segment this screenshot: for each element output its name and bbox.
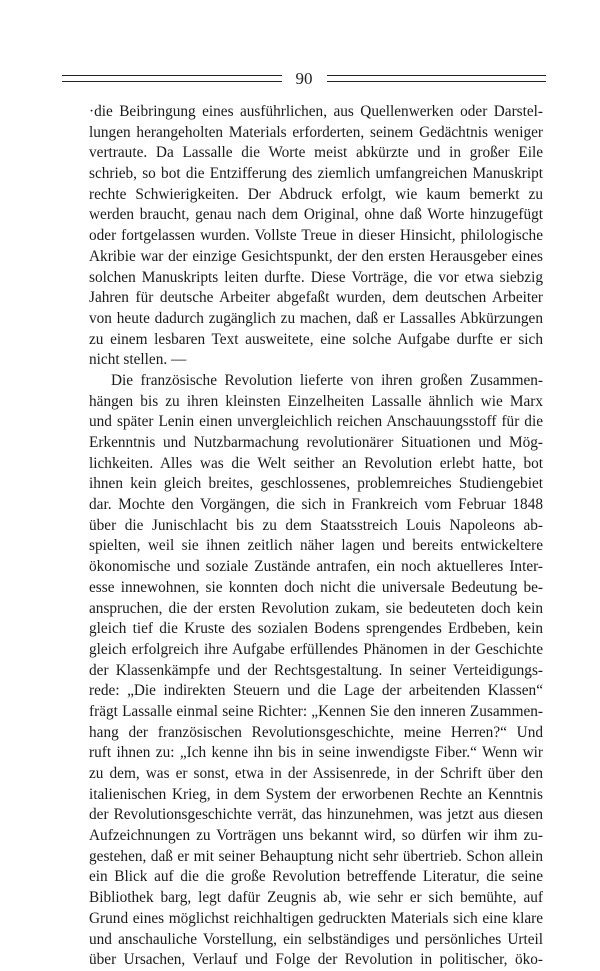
text-line: anspruchen, die der ersten Revolution zukam, sie bedeuteten doch kein <box>89 599 543 617</box>
text-line: zu dem, was er sonst, etwa in der Assisenrede, in der Schrift über den <box>89 765 543 782</box>
text-line: gleich erfolgreich ihre Aufgabe erfüllendes Phänomen in der Geschichte <box>89 640 543 658</box>
text-line: italienischen Krieg, in dem System der erworbenen Rechte an Kenntnis <box>89 785 543 803</box>
text-line: frägt Lassalle einmal seine Richter: „Kennen Sie den inneren Zusammen- <box>89 702 543 720</box>
header-rule-left <box>62 75 282 82</box>
text-line: zu einem lesbaren Text ausweitete, eine solche Aufgabe durfte er sich <box>89 330 543 348</box>
text-line: ein Blick auf die die große Revolution betreffende Literatur, die seine <box>89 868 543 886</box>
text-line: über Ursachen, Verlauf und Folge der Revolution in politischer, öko- <box>89 951 543 969</box>
text-line: gleich tief die Kruste des sozialen Bodens sprengendes Erdbeben, kein <box>89 620 543 638</box>
text-line: der Klassenkämpfe und der Rechtsgestaltung. In seiner Verteidigungs- <box>89 661 543 679</box>
text-line: lungen herangeholten Materials erforderten, seinem Gedächtnis weniger <box>89 123 543 141</box>
text-line: lichkeiten. Alles was die Welt seither an Revolution erlebt hatte, bot <box>89 454 543 472</box>
text-line: von heute dadurch zugänglich zu machen, daß er Lassalles Abkürzungen <box>89 309 543 327</box>
header-rule-right <box>327 75 547 82</box>
text-line: ruft ihnen zu: „Ich kenne ihn bis in seine inwendigste Fiber.“ Wenn wir <box>89 744 543 762</box>
text-line: ·die Beibringung eines ausführlichen, aus Quellenwerken oder Darstel- <box>89 103 543 120</box>
text-line: rechte Schwierigkeiten. Der Abdruck erfolgt, wie kaum bemerkt zu <box>89 185 543 203</box>
paragraph <box>89 102 543 371</box>
text-line: esse innewohnen, sie konnten doch nicht die universale Bedeutung be- <box>89 578 543 596</box>
text-line: oder fortgelassen wurden. Vollste Treue in dieser Hinsicht, philologische <box>89 227 543 245</box>
text-line: Jahren für deutsche Arbeiter abgefaßt wurden, dem deutschen Arbeiter <box>89 289 543 307</box>
text-line: schrieb, so bot die Entzifferung des ziemlich umfangreichen Manuskript <box>89 165 543 183</box>
body-text <box>89 102 543 971</box>
text-line: über die Junischlacht bis zu dem Staatsstreich Louis Napoleons ab- <box>89 516 543 534</box>
text-line: hang der französischen Revolutionsgeschichte, meine Herren?“ Und <box>89 723 543 741</box>
text-line: ökonomische und soziale Zustände antrafen, ein noch aktuelleres Inter- <box>89 558 543 576</box>
text-line: gestehen, daß er mit seiner Behauptung nicht sehr übertrieb. Schon allein <box>89 847 543 865</box>
text-line: Bibliothek barg, legt dafür Zeugnis ab, wie sehr er sich bemühte, auf <box>89 889 543 907</box>
text-line: Akribie war der einzige Gesichtspunkt, der den ersten Herausgeber eines <box>89 247 543 265</box>
text-line: nicht stellen. — <box>89 351 187 369</box>
text-line: vertraute. Da Lassalle die Worte meist abkürzte und in großer Eile <box>89 144 543 162</box>
text-line: und später Lenin einen unvergleichlich reichen Anschauungsstoff für die <box>89 413 543 431</box>
page-header <box>62 66 546 90</box>
text-line: der Revolutionsgeschichte verrät, das hinzunehmen, was jetzt aus diesen <box>89 806 543 824</box>
text-line: Die französische Revolution lieferte von ihren großen Zusammen- <box>111 371 543 389</box>
page-number: 90 <box>295 68 313 88</box>
text-line: werden braucht, genau nach dem Original, ohne daß Worte hinzugefügt <box>89 206 543 224</box>
text-line: hängen bis zu ihren kleinsten Einzelheiten Lassalle ähnlich wie Marx <box>89 392 543 410</box>
text-line: solchen Manuskripts leiten durfte. Diese Vorträge, die vor etwa siebzig <box>89 268 543 286</box>
text-line: Aufzeichnungen zu Vorträgen uns bekannt wird, so dürfen wir ihm zu- <box>89 827 543 845</box>
text-line: Grund eines möglichst reichhaltigen gedruckten Materials sich eine klare <box>89 909 543 927</box>
text-line: spielten, weil sie ihnen zeitlich näher lagen und bereits entwickeltere <box>89 537 543 555</box>
text-line: dar. Mochte den Vorgängen, die sich in Frankreich vom Februar 1848 <box>89 496 543 514</box>
text-line: Erkenntnis und Nutzbarmachung revolutionärer Situationen und Mög- <box>89 434 543 451</box>
text-line: ihnen kein gleich breites, geschlossenes, problemreiches Studiengebiet <box>89 475 543 493</box>
text-line: und anschauliche Vorstellung, ein selbständiges und persönliches Urteil <box>89 930 543 948</box>
text-line: rede: „Die indirekten Steuern und die Lage der arbeitenden Klassen“ <box>89 682 543 700</box>
paragraph <box>89 371 543 971</box>
